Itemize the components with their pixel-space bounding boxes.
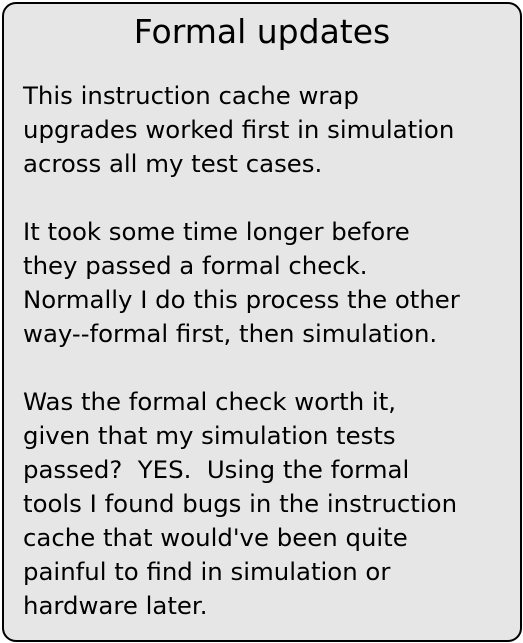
text-line: painful to find in simulation or <box>23 557 391 586</box>
text-line: Was the formal check worth it, <box>23 387 397 416</box>
text-line: It took some time longer before <box>23 217 410 246</box>
text-line: Normally I do this process the other <box>23 285 460 314</box>
text-line: hardware later. <box>23 591 208 620</box>
paragraph-formal-check <box>23 215 515 351</box>
text-line: across all my test cases. <box>23 149 323 178</box>
text-line: they passed a formal check. <box>23 251 368 280</box>
text-line: This instruction cache wrap <box>23 81 359 110</box>
card-body <box>23 79 515 623</box>
note-card <box>2 2 522 642</box>
text-line: tools I found bugs in the instruction <box>23 489 458 518</box>
paragraph-worth-it <box>23 385 515 623</box>
text-line: passed? YES. Using the formal <box>23 455 410 484</box>
text-line: upgrades worked first in simulation <box>23 115 455 144</box>
text-line: cache that would've been quite <box>23 523 408 552</box>
card-title: Formal updates <box>133 12 391 51</box>
text-line: given that my simulation tests <box>23 421 396 450</box>
paragraph-simulation <box>23 79 515 181</box>
text-line: way--formal first, then simulation. <box>23 319 438 348</box>
